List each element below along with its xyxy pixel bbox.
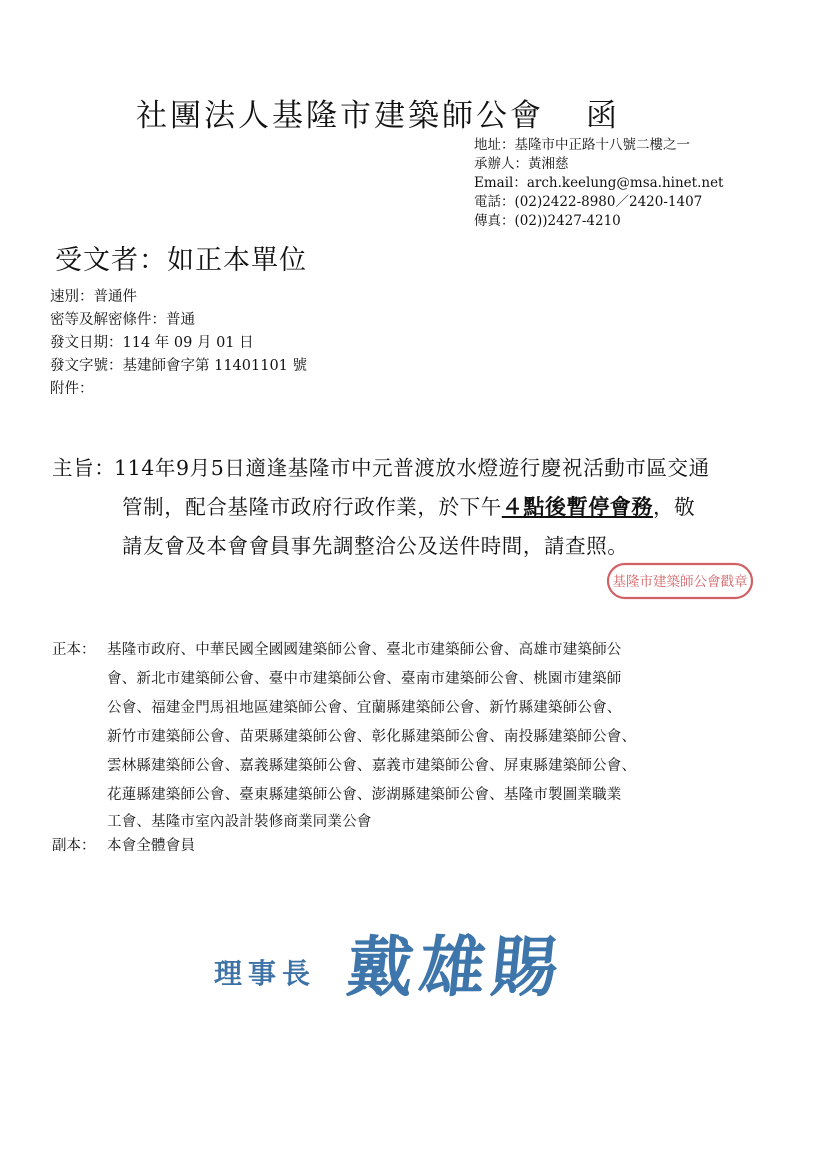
primary-recipients-line: 花蓮縣建築師公會、臺東縣建築師公會、澎湖縣建築師公會、基隆市製圖業職業 [107, 787, 622, 803]
organization-name: 社團法人基隆市建築師公會 [136, 98, 544, 134]
subject-line-2-end: ，敬 [653, 495, 696, 519]
primary-recipients-label: 正本： [52, 642, 96, 658]
recipient-line: 受文者：如正本單位 [55, 245, 307, 276]
subject-line-2 [122, 488, 695, 526]
primary-recipients-line: 會、新北市建築師公會、臺中市建築師公會、臺南市建築師公會、桃園市建築師 [107, 671, 622, 687]
contact-handler: 承辦人：黃湘慈 [474, 156, 569, 172]
meta-attachment: 附件： [50, 381, 94, 397]
chairperson-signature: 戴雄賜 [343, 929, 568, 1006]
contact-block [474, 136, 724, 231]
primary-recipients-line: 雲林縣建築師公會、嘉義縣建築師公會、嘉義市建築師公會、屏東縣建築師公會、 [107, 758, 637, 774]
document-meta [50, 286, 307, 401]
subject-line-1: 114年9月5日適逢基隆市中元普渡放水燈遊行慶祝活動市區交通 [114, 456, 710, 480]
contact-address: 地址：基隆市中正路十八號二樓之一 [474, 137, 690, 153]
contact-phone: 電話：(02)2422-8980／2420-1407 [474, 194, 703, 210]
chairperson-title: 理事長 [214, 957, 317, 990]
primary-recipients-line: 工會、基隆市室內設計裝修商業同業公會 [107, 814, 372, 830]
subject-line-2-start: 管制，配合基隆市政府行政作業，於下午 [122, 495, 502, 519]
primary-recipients-line: 公會、福建金門馬祖地區建築師公會、宜蘭縣建築師公會、新竹縣建築師公會、 [107, 700, 622, 716]
primary-recipients-line: 新竹市建築師公會、苗栗縣建築師公會、彰化縣建築師公會、南投縣建築師公會、 [107, 729, 637, 745]
contact-email[interactable]: Email：arch.keelung@msa.hinet.net [474, 175, 724, 191]
meta-date: 發文日期：114 年 09 月 01 日 [50, 335, 254, 351]
signature-block [214, 900, 644, 1010]
subject-label: 主旨： [52, 456, 116, 480]
meta-number: 發文字號：基建師會字第 11401101 號 [50, 358, 308, 374]
document-type: 函 [586, 98, 620, 134]
copy-recipients-value: 本會全體會員 [107, 838, 196, 854]
subject-emphasis: ４點後暫停會務 [501, 494, 654, 519]
contact-fax: 傳真：(02))2427-4210 [474, 213, 621, 229]
primary-recipients-line: 基隆市政府、中華民國全國國建築師公會、臺北市建築師公會、高雄市建築師公 [107, 642, 622, 658]
letter-title [136, 90, 620, 135]
meta-speed: 速別：普通件 [50, 289, 137, 305]
subject-line-3: 請友會及本會會員事先調整洽公及送件時間，請查照。 [122, 534, 629, 558]
copy-recipients-label: 副本： [52, 838, 96, 854]
svg-text:基隆市建築師公會戳章: 基隆市建築師公會戳章 [612, 574, 748, 590]
meta-secrecy: 密等及解密條件：普通 [50, 312, 195, 328]
official-seal-stamp [606, 561, 754, 601]
